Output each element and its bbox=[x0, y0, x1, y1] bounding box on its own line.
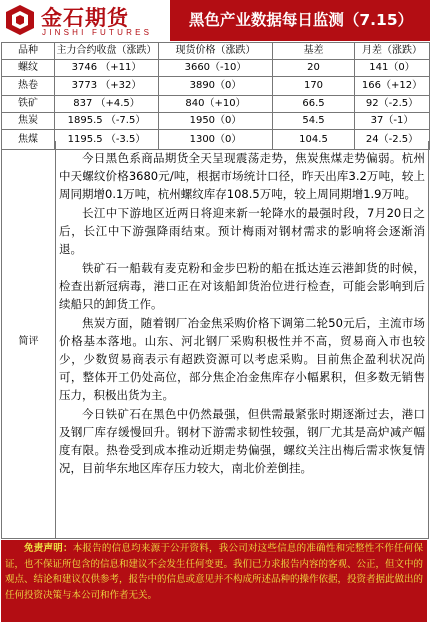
table-cell: 热卷 bbox=[2, 77, 55, 96]
table-cell: 3660（-10） bbox=[159, 60, 273, 77]
table-cell: 3890（0） bbox=[159, 77, 273, 96]
table-cell: 92（-2.5） bbox=[355, 96, 430, 113]
table-cell: 3746 （+11） bbox=[55, 60, 159, 77]
table-cell: 铁矿 bbox=[2, 96, 55, 113]
header-variety: 品种 bbox=[2, 43, 55, 60]
table-cell: 104.5 bbox=[273, 130, 355, 150]
table-cell: 20 bbox=[273, 60, 355, 77]
report-header bbox=[0, 0, 430, 41]
header-main-contract-close: 主力合约收盘（涨跌） bbox=[55, 43, 159, 60]
commentary-paragraph: 长江中下游地区近两日将迎来新一轮降水的最强时段，7月20日之后，长江中下游强降雨结束。预计梅雨对钢材需求的影响将会逐渐消退。 bbox=[59, 206, 425, 256]
table-cell: 焦煤 bbox=[2, 130, 55, 150]
table-cell: 37（-1） bbox=[355, 113, 430, 130]
brand-name-en: JINSHI FUTURES bbox=[42, 28, 153, 37]
report-title: 黑色产业数据每日监测（7.15） bbox=[188, 11, 414, 29]
header-month-spread: 月差（涨跌） bbox=[355, 43, 430, 60]
table-cell: 54.5 bbox=[273, 113, 355, 130]
table-cell: 1300（0） bbox=[159, 130, 273, 150]
commentary-paragraph: 今日黑色系商品期货全天呈现震荡走势，焦炭焦煤走势偏弱。杭州中天螺纹价格3680元/吨，根据市场统计口径，昨天出库3.2万吨，较上周同期增0.1万吨，杭州螺纹库存108.5万吨，较上周同期增1.9万吨。 bbox=[59, 151, 425, 201]
table-cell: 840（+10） bbox=[159, 96, 273, 113]
commentary-paragraph: 铁矿石一船载有麦克粉和金步巴粉的船在抵达连云港卸货的时候，检查出新冠病毒，港口正在对该船卸货治位进行检查，可能会影响到后续船只的卸货工作。 bbox=[59, 261, 425, 311]
commentary-section bbox=[1, 141, 429, 539]
table-cell: 166（+12） bbox=[355, 77, 430, 96]
table-cell: 141（0） bbox=[355, 60, 430, 77]
disclaimer bbox=[1, 540, 427, 622]
table-cell: 24（-2.5） bbox=[355, 130, 430, 150]
commentary-paragraph: 焦炭方面，随着钢厂冶金焦采购价格下调第二轮50元后，主流市场价格基本落地。山东、河北钢厂采购积极性并不高，贸易商入市也较少，少数贸易商表示有超跌资源可以考虑采购。目前焦企盈利状况尚可，整体开工仍处高位，部分焦企冶金焦库存小幅累积，但多数无销售压力，积极出货为主。 bbox=[59, 316, 425, 402]
disclaimer-text: 本报告的信息均来源于公开资料，我公司对这些信息的准确性和完整性不作任何保证，也不保证所包含的信息和建议不会发生任何变更。我们已力求报告内容的客观、公正，但文中的观点、结论和建议仅供参考，报告中的信息或意见并不构成所述品种的操作依据，投资者据此做出的任何投资决策与本公司和作者无关。 bbox=[5, 543, 424, 601]
table-cell: 66.5 bbox=[273, 96, 355, 113]
commentary-body bbox=[59, 149, 425, 478]
table-cell: 1195.5 （-3.5） bbox=[55, 130, 159, 150]
disclaimer-label: 免责声明： bbox=[24, 543, 73, 554]
table-cell: 1950（0） bbox=[159, 113, 273, 130]
header-spot-price: 现货价格（涨跌） bbox=[159, 43, 273, 60]
table-header-row bbox=[2, 43, 430, 60]
table-cell: 837 （+4.5） bbox=[55, 96, 159, 113]
table-cell: 1895.5 （-7.5） bbox=[55, 113, 159, 130]
table-cell: 170 bbox=[273, 77, 355, 96]
brand-logo bbox=[0, 0, 170, 41]
table-row bbox=[2, 96, 430, 113]
table-cell: 3773 （+32） bbox=[55, 77, 159, 96]
brand-name-cn: 金石期货 bbox=[41, 6, 129, 30]
brand-logo-icon bbox=[5, 4, 35, 36]
commentary-paragraph: 今日铁矿石在黑色中仍然最强，但供需最紧张时期逐渐过去，港口及钢厂库存缓慢回升。钢材下游需求韧性较强，钢厂尤其是高炉减产幅度有限。热卷受到成本推动近期走势偏强，螺纹关注出梅后需求恢复情况，目前华东地区库存压力较大，南北价差倒挂。 bbox=[59, 407, 425, 475]
table-cell: 螺纹 bbox=[2, 60, 55, 77]
commentary-label: 简评 bbox=[2, 141, 56, 538]
table-row bbox=[2, 113, 430, 130]
table-cell: 焦炭 bbox=[2, 113, 55, 130]
table-row bbox=[2, 60, 430, 77]
header-basis: 基差 bbox=[273, 43, 355, 60]
price-table bbox=[1, 42, 430, 150]
table-row bbox=[2, 77, 430, 96]
